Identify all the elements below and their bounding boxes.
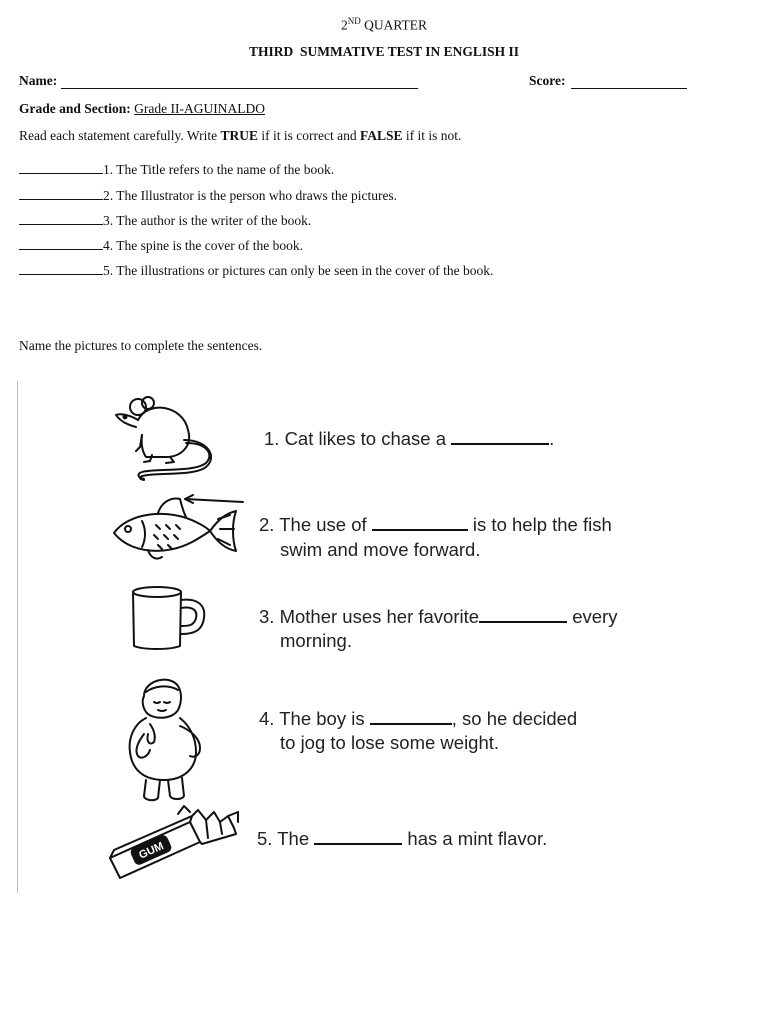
statement-row xyxy=(19,262,493,279)
answer-blank[interactable] xyxy=(19,161,103,174)
question-text: 5. The xyxy=(257,828,315,849)
statement-row xyxy=(19,187,397,204)
test-title: THIRD SUMMATIVE TEST IN ENGLISH II xyxy=(248,44,520,59)
picture-answer-blank[interactable] xyxy=(372,517,468,531)
picture-panel-edge xyxy=(17,381,18,893)
chewing-gum-icon xyxy=(106,800,242,882)
statement-row xyxy=(19,237,303,254)
chubby-boy-icon xyxy=(124,672,208,806)
picture-question-2 xyxy=(259,514,612,536)
score-field[interactable] xyxy=(571,88,687,89)
question-text: is to help the fish xyxy=(467,514,612,535)
picture-question-2-line2: swim and move forward. xyxy=(280,539,481,560)
fish-icon xyxy=(108,495,248,565)
answer-blank[interactable] xyxy=(19,262,103,275)
question-text: 1. Cat likes to chase a xyxy=(264,428,452,449)
statement-row xyxy=(19,161,334,178)
question-text: 3. Mother uses her favorite xyxy=(259,606,480,627)
name-label: Name: xyxy=(19,73,58,88)
picture-question-5 xyxy=(257,828,547,850)
score-label: Score: xyxy=(529,73,566,88)
quarter-number: 2 xyxy=(340,17,348,33)
mouse-icon xyxy=(108,385,218,485)
instruction-text-a: Read each statement carefully. Write xyxy=(19,128,221,143)
question-text: , so he decided xyxy=(451,708,578,729)
question-text: . xyxy=(549,428,555,449)
picture-question-4-line2: to jog to lose some weight. xyxy=(280,732,500,753)
picture-question-1 xyxy=(264,428,554,450)
picture-question-3 xyxy=(259,606,617,628)
name-field[interactable] xyxy=(61,88,418,89)
picture-question-4 xyxy=(259,708,577,730)
question-text: 2. The use of xyxy=(259,514,372,535)
part2-instruction: Name the pictures to complete the sentences. xyxy=(19,338,263,353)
statement-text: 1. The Title refers to the name of the book. xyxy=(103,162,335,177)
statement-text: 4. The spine is the cover of the book. xyxy=(103,238,303,253)
grade-section-row xyxy=(19,101,265,117)
false-keyword: FALSE xyxy=(359,128,403,143)
instruction-text-c: if it is not. xyxy=(402,128,462,143)
instruction-text-b: if it is correct and xyxy=(258,128,360,143)
true-keyword: TRUE xyxy=(220,128,259,143)
picture-answer-blank[interactable] xyxy=(370,711,452,725)
answer-blank[interactable] xyxy=(19,187,103,200)
statement-text: 2. The Illustrator is the person who draws the pictures. xyxy=(103,188,398,203)
picture-answer-blank[interactable] xyxy=(451,431,549,445)
quarter-word: QUARTER xyxy=(364,17,428,33)
question-text: every xyxy=(567,606,618,627)
gum-label: GUM xyxy=(137,840,166,862)
statement-text: 3. The author is the writer of the book. xyxy=(103,213,312,228)
statement-text: 5. The illustrations or pictures can only be seen in the cover of the book. xyxy=(103,263,494,278)
mug-icon xyxy=(130,584,212,654)
question-text: 4. The boy is xyxy=(259,708,370,729)
picture-answer-blank[interactable] xyxy=(479,609,567,623)
grade-section-label: Grade and Section: xyxy=(19,101,131,116)
quarter-suffix: ND xyxy=(347,16,361,26)
part1-instruction xyxy=(19,128,461,144)
picture-question-3-line2: morning. xyxy=(280,630,352,651)
question-text: has a mint flavor. xyxy=(402,828,548,849)
quarter-heading xyxy=(0,16,768,34)
picture-answer-blank[interactable] xyxy=(314,831,402,845)
answer-blank[interactable] xyxy=(19,212,103,225)
answer-blank[interactable] xyxy=(19,237,103,250)
grade-section-value: Grade II-AGUINALDO xyxy=(134,101,265,116)
statement-row xyxy=(19,212,311,229)
